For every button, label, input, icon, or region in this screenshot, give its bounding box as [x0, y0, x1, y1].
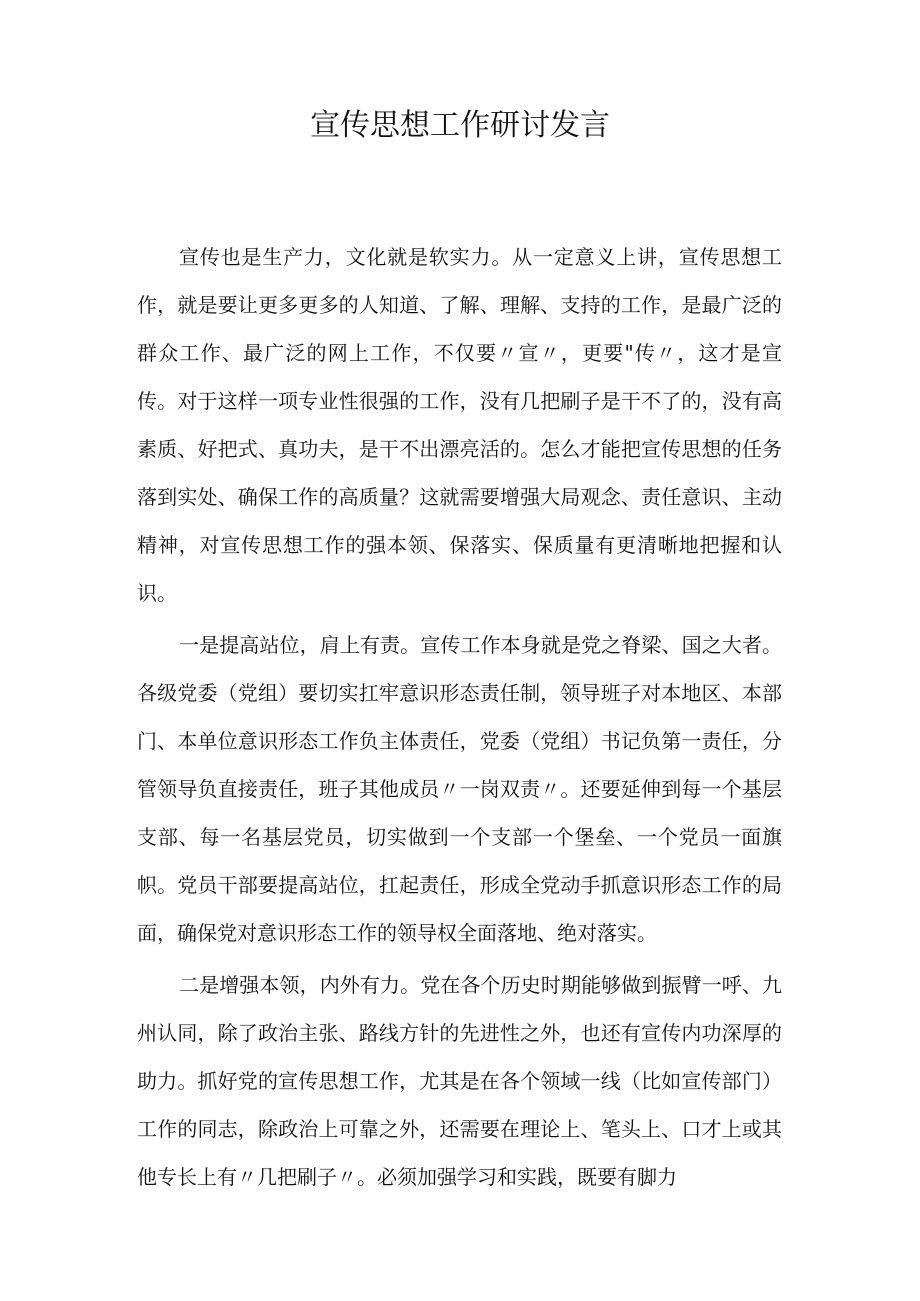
paragraph-point-two: 二是增强本领，内外有力。党在各个历史时期能够做到振臂一呼、九州认同，除了政治主张、路线方针的先进性之外，也还有宣传内功深厚的助力。抓好党的宣传思想工作，尤其是在各个领域一线（比如宣传部门）工作的同志，除政治上可靠之外，还需要在理论上、笔头上、口才上或其他专长上有〃几把刷子〃。必须加强学习和实践，既要有脚力 — [137, 973, 782, 1189]
document-title: 宣传思想工作研讨发言 — [310, 108, 610, 143]
paragraph-point-one: 一是提高站位，肩上有责。宣传工作本身就是党之脊梁、国之大者。各级党委（党组）要切实扛牢意识形态责任制，领导班子对本地区、本部门、本单位意识形态工作负主体责任，党委（党组）书记负第一责任，分管领导负直接责任，班子其他成员〃一岗双责〃。还要延伸到每一个基层支部、每一名基层党员，切实做到一个支部一个堡垒、一个党员一面旗帜。党员干部要提高站位，扛起责任，形成全党动手抓意识形态工作的局面，确保党对意识形态工作的领导权全面落地、绝对落实。 — [137, 633, 782, 945]
document-body — [137, 233, 782, 1205]
paragraph-intro: 宣传也是生产力，文化就是软实力。从一定意义上讲，宣传思想工作，就是要让更多更多的人知道、了解、理解、支持的工作，是最广泛的群众工作、最广泛的网上工作，不仅要〃宣〃，更要"传〃，这才是宣传。对于这样一项专业性很强的工作，没有几把刷子是干不了的，没有高素质、好把式、真功夫，是干不出漂亮活的。怎么才能把宣传思想的任务落到实处、确保工作的高质量？这就需要增强大局观念、责任意识、主动精神，对宣传思想工作的强本领、保落实、保质量有更清晰地把握和认识。 — [137, 245, 782, 605]
